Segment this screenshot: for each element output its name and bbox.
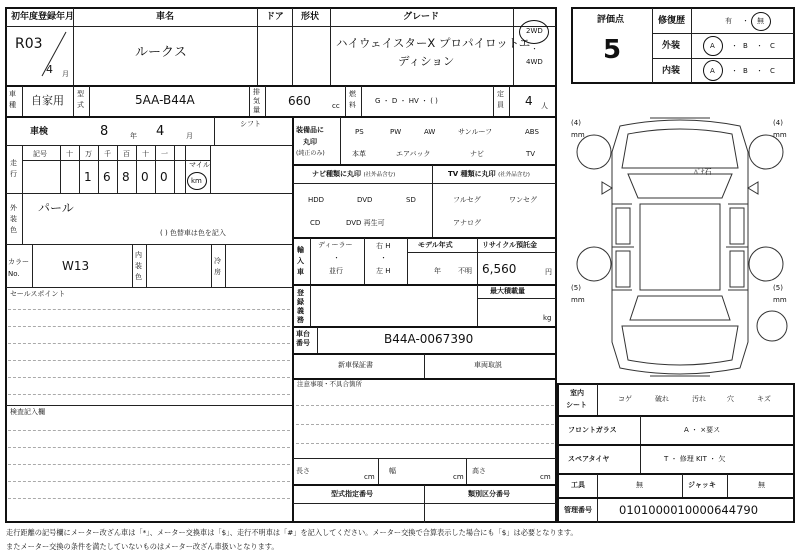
management-value: 0101000010000644790: [619, 503, 759, 517]
import-dealer: ディーラー: [318, 241, 353, 249]
import-right-h: 右 H: [376, 242, 391, 250]
car-name: ルークス: [135, 45, 187, 60]
navi-dvd-play: DVD 再生可: [346, 219, 385, 227]
tools-label: 工具: [571, 481, 585, 489]
inspection-year-unit: 年: [130, 132, 137, 140]
exterior-b: B: [743, 42, 748, 50]
model-year-value: 不明: [458, 267, 472, 275]
tire-rear-right-mm: mm: [773, 296, 787, 304]
footer-line-1: 走行距離の記号欄にメーター改ざん車は「*」、メーター交換車は「$」、走行不明車は「#」を記入してください。メーター交換で合算表示した場合にも「$」は必要となります。: [6, 528, 578, 537]
tv-label: TV 種類に丸印 (社外品含む): [448, 170, 530, 178]
tire-rear-right-depth: (5): [773, 284, 783, 292]
inspection-label: 車検: [30, 127, 49, 137]
km-label: km: [191, 177, 202, 185]
import-dot-2: ・: [380, 254, 387, 262]
ac-label: 冷房: [214, 257, 221, 276]
length-label: 長さ: [296, 467, 310, 475]
diagram-note: ﾊﾟﾅ石: [694, 168, 712, 176]
spare-value: T ・ 修理 KIT ・ 欠: [664, 455, 726, 463]
repair-no: 無: [757, 17, 764, 25]
tire-front-left-mm: mm: [571, 131, 585, 139]
seat-label-1: 室内: [570, 389, 584, 397]
door-label: ドア: [266, 12, 284, 22]
rating-label: 評価点: [597, 15, 625, 25]
width-unit: cm: [453, 473, 464, 481]
recycle-unit: 円: [545, 268, 552, 276]
type-designation-label: 型式指定番号: [331, 490, 373, 498]
capacity-value: 4: [525, 94, 533, 108]
equip-pw: PW: [390, 128, 402, 136]
digit-label-2: 千: [104, 150, 111, 158]
fuel-label: 燃料: [349, 90, 356, 109]
color-change-note: ( ) 色替車は色を記入: [160, 229, 226, 237]
category-label: 車種: [9, 90, 16, 109]
import-parallel: 並行: [329, 267, 343, 275]
first-registration-era: R03: [15, 36, 43, 52]
drive-2wd: 2WD: [526, 27, 543, 35]
condition-table: [557, 383, 795, 523]
model-year-unit: 年: [434, 267, 441, 275]
length-unit: cm: [364, 473, 375, 481]
color-label: 外装色: [10, 204, 17, 234]
first-registration-month-unit: 月: [62, 70, 69, 78]
class-number-label: 類別区分番号: [468, 490, 510, 498]
jack-label: ジャッキ: [688, 481, 716, 489]
mile-label: マイル: [189, 161, 210, 169]
digit-label-5: 一: [161, 150, 168, 158]
recycle-label: リサイクル預託金: [482, 241, 538, 249]
first-registration-month: 4: [46, 63, 53, 76]
model-label: 型式: [77, 90, 84, 109]
inspection-month: 4: [156, 124, 165, 139]
mileage-digit-3: 8: [122, 170, 130, 184]
registration-label: 登録義務: [297, 289, 304, 324]
warranty-label: 新車保証書: [338, 361, 373, 369]
grade-label: グレード: [403, 12, 440, 22]
car-name-label: 車名: [156, 12, 175, 22]
spare-label: スペアタイヤ: [568, 455, 610, 463]
equip-aw: AW: [424, 128, 436, 136]
navi-hdd: HDD: [308, 196, 325, 204]
exterior-sep-2: ・: [756, 42, 763, 50]
exterior-a: A: [710, 42, 715, 50]
recycle-value: 6,560: [482, 262, 517, 276]
rating-score: 5: [603, 35, 622, 65]
grade-line1: ハイウェイスターX プロパイロットエ: [336, 36, 531, 50]
seat-tear: 破れ: [655, 395, 669, 403]
interior-a: A: [710, 67, 715, 75]
first-registration-label: 初年度登録年月: [11, 12, 75, 22]
interior-sep-1: ・: [731, 67, 738, 75]
manual-label: 車両取説: [474, 361, 502, 369]
category-value: 自家用: [31, 94, 64, 107]
model-year-label: モデル年式: [418, 241, 453, 249]
fuel-options: G ・ D ・ HV ・ ( ): [375, 97, 438, 105]
interior-color-label: 内装色: [135, 251, 142, 281]
interior-b: B: [743, 67, 748, 75]
exterior-c: C: [770, 42, 775, 50]
interior-sep-2: ・: [756, 67, 763, 75]
tire-front-right-depth: (4): [773, 119, 783, 127]
chassis-value: B44A-0067390: [384, 332, 474, 346]
digit-label-3: 百: [123, 150, 130, 158]
interior-c: C: [770, 67, 775, 75]
windshield-value: A ・ ×要ス: [684, 426, 721, 434]
seat-hole: 穴: [727, 395, 734, 403]
tools-value: 無: [636, 481, 643, 489]
mileage-label: 走行: [10, 159, 17, 178]
navi-cd: CD: [310, 219, 321, 227]
jack-value: 無: [758, 481, 765, 489]
color-value: パール: [38, 201, 74, 215]
color-no-label: カラーNo.: [8, 258, 29, 278]
sales-point-label: セールスポイント: [10, 290, 66, 298]
management-label: 管理番号: [564, 506, 592, 514]
inspection-year: 8: [100, 124, 109, 139]
interior-label: 内装: [662, 66, 681, 76]
repair-sep: ・: [742, 17, 749, 25]
equip-sunroof: サンルーフ: [458, 128, 493, 136]
displacement-unit: cc: [332, 102, 340, 110]
height-unit: cm: [540, 473, 551, 481]
import-label: 輸入車: [297, 246, 304, 276]
mileage-digit-4: 0: [141, 170, 149, 184]
digit-label-1: 万: [85, 150, 92, 158]
seat-burn: コゲ: [618, 395, 632, 403]
navi-label: ナビ種類に丸印 (社外品含む): [312, 170, 396, 178]
digit-label-4: 十: [142, 150, 149, 158]
capacity-label: 定員: [497, 90, 504, 109]
equipment-label-1: 装備品に: [296, 126, 324, 134]
equipment-label-2: 丸印: [303, 138, 317, 146]
car-damage-diagram: [562, 112, 798, 382]
equipment-label-3: (純正のみ): [296, 150, 325, 157]
equip-ps: PS: [355, 128, 364, 136]
inspector-label: 検査記入欄: [10, 408, 45, 416]
import-left-h: 左 H: [376, 267, 391, 275]
grade-line2: ディション: [398, 54, 455, 68]
displacement-value: 660: [288, 94, 311, 108]
chassis-label: 車台番号: [296, 330, 310, 347]
equip-tv: TV: [526, 150, 536, 158]
tv-oneseg: ワンセグ: [509, 196, 537, 204]
exterior-sep-1: ・: [731, 42, 738, 50]
digit-label-0: 十: [66, 150, 73, 158]
width-label: 幅: [389, 467, 396, 475]
navi-sd: SD: [406, 196, 416, 204]
repair-label: 修復歴: [658, 16, 686, 26]
footer-line-2: またメーター交換の条件を満たしていないものはメーター改ざん車扱いとなります。: [6, 542, 279, 551]
tire-rear-left-mm: mm: [571, 296, 585, 304]
max-load-unit: kg: [543, 314, 552, 322]
tv-analog: アナログ: [453, 219, 481, 227]
windshield-label: フロントガラス: [568, 426, 617, 434]
seat-label-2: シート: [566, 401, 587, 409]
capacity-unit: 人: [541, 102, 548, 110]
seat-scratch: キズ: [757, 395, 771, 403]
equip-abs: ABS: [525, 128, 539, 136]
repair-yes: 有: [725, 17, 732, 25]
max-load-label: 最大積載量: [490, 287, 525, 295]
tire-rear-left-depth: (5): [571, 284, 581, 292]
mileage-digit-1: 1: [84, 170, 92, 184]
equip-airbag: エアバック: [396, 150, 431, 158]
drive-4wd: 4WD: [526, 58, 543, 66]
navi-dvd: DVD: [357, 196, 373, 204]
equip-navi: ナビ: [470, 150, 484, 158]
drive-dot: ・: [531, 45, 538, 53]
equip-leather: 本革: [352, 150, 366, 158]
height-label: 高さ: [472, 467, 486, 475]
mileage-digit-2: 6: [103, 170, 111, 184]
shift-label: シフト: [240, 120, 261, 128]
color-no-value: W13: [62, 259, 90, 273]
import-dot: ・: [333, 254, 340, 262]
inspection-month-unit: 月: [186, 132, 193, 140]
tv-fullseg: フルセグ: [453, 196, 481, 204]
displacement-label: 排気量: [253, 88, 260, 114]
exterior-label: 外装: [662, 41, 681, 51]
mileage-digit-5: 0: [160, 170, 168, 184]
tire-front-right-mm: mm: [773, 131, 787, 139]
notes-label: 注意事項・不具合箇所: [297, 380, 362, 388]
tire-front-left-depth: (4): [571, 119, 581, 127]
mileage-mark-label: 記号: [33, 150, 47, 158]
model-value: 5AA-B44A: [135, 93, 195, 107]
shape-label: 形状: [301, 12, 320, 22]
seat-stain: 汚れ: [692, 395, 706, 403]
